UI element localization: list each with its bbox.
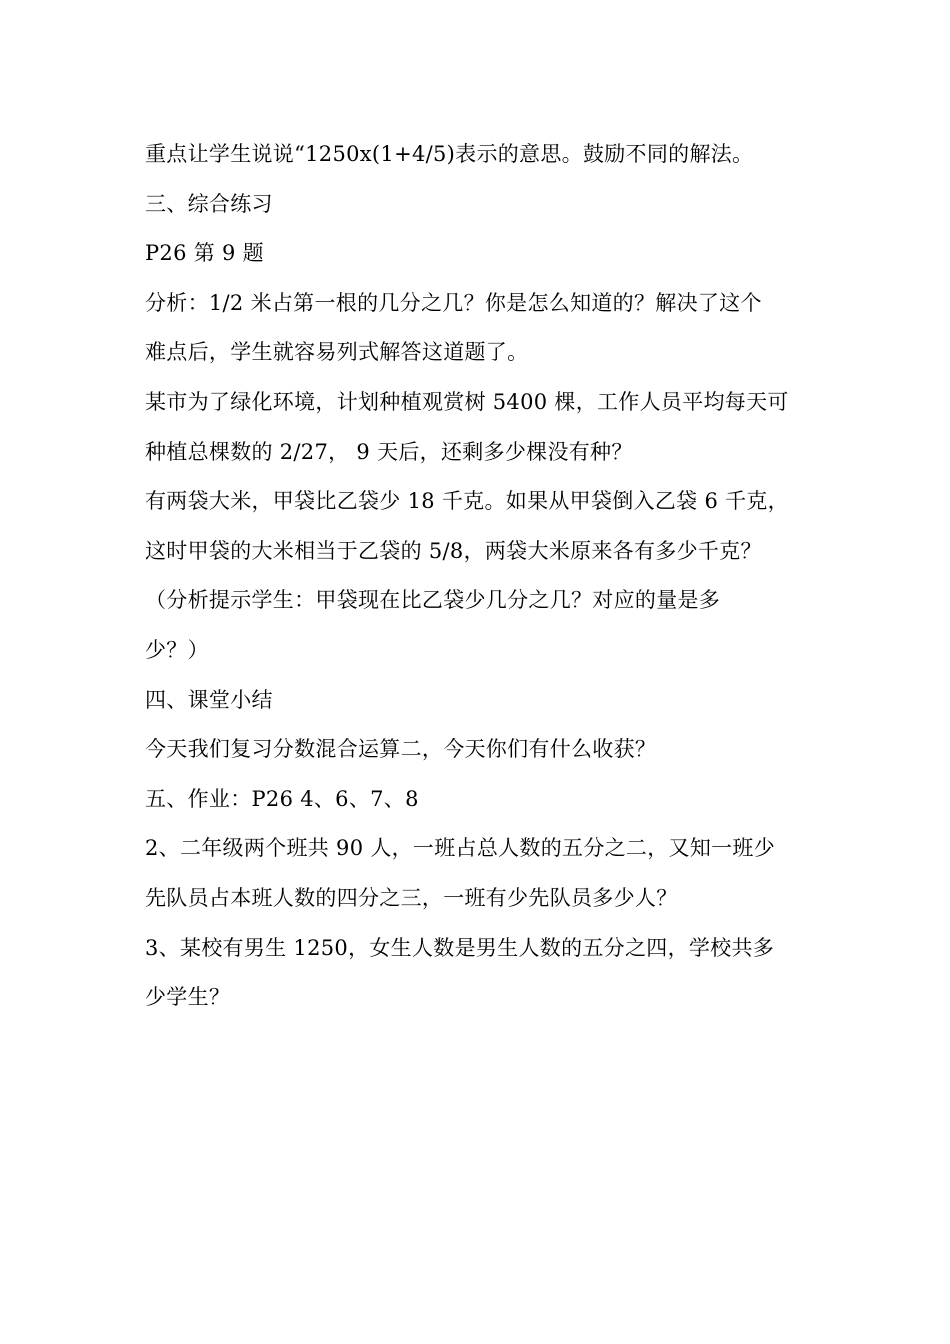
- text-line: 少学生？: [145, 985, 231, 1010]
- section-heading: 五、作业：P26 4、6、7、8: [145, 786, 419, 811]
- text-line: 这时甲袋的大米相当于乙袋的 5/8，两袋大米原来各有多少千克？: [145, 538, 762, 563]
- text-line: （分析提示学生：甲袋现在比乙袋少几分之几？对应的量是多: [145, 588, 721, 613]
- text-line: P26 第 9 题: [145, 241, 264, 266]
- text-line: 今天我们复习分数混合运算二，今天你们有什么收获？: [145, 737, 657, 762]
- text-line: 先队员占本班人数的四分之三，一班有少先队员多少人？: [145, 885, 678, 910]
- document-body: [145, 130, 825, 1023]
- text-line: 2、二年级两个班共 90 人，一班占总人数的五分之二，又知一班少: [145, 836, 776, 861]
- text-line: 难点后，学生就容易列式解答这道题了。: [145, 340, 529, 365]
- text-line: 分析：1/2 米占第一根的几分之几？你是怎么知道的？解决了这个: [145, 290, 762, 315]
- text-line: 3、某校有男生 1250，女生人数是男生人数的五分之四，学校共多: [145, 935, 775, 960]
- text-line: 种植总棵数的 2/27， 9 天后，还剩多少棵没有种？: [145, 439, 633, 464]
- text-line: 某市为了绿化环境，计划种植观赏树 5400 棵，工作人员平均每天可: [145, 389, 789, 414]
- text-line: 有两袋大米，甲袋比乙袋少 18 千克。如果从甲袋倒入乙袋 6 千克，: [145, 489, 789, 514]
- section-heading: 四、课堂小结: [145, 687, 273, 712]
- text-line: 少？）: [145, 637, 209, 662]
- text-line: 重点让学生说说“1250x(1+4/5)表示的意思。鼓励不同的解法。: [145, 142, 754, 166]
- section-heading: 三、综合练习: [145, 191, 273, 216]
